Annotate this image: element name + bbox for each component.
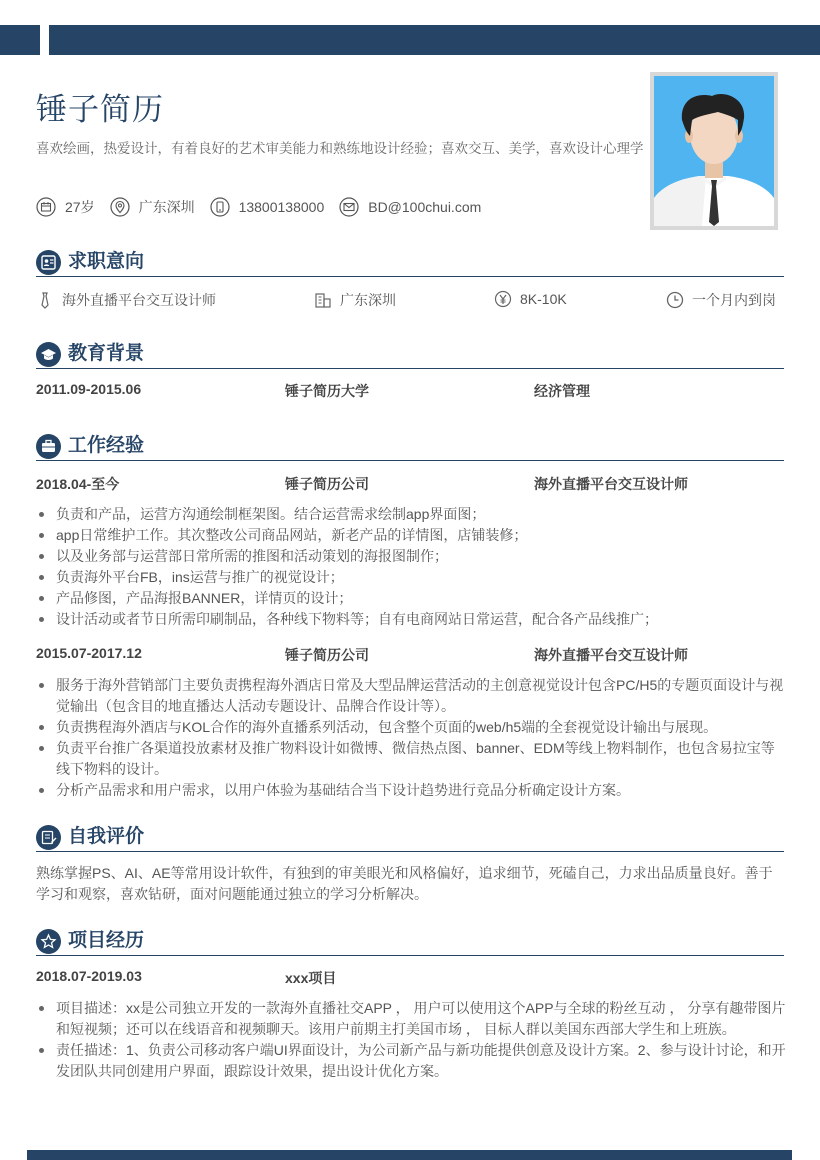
section-intent-header <box>36 249 784 277</box>
edit-note-icon <box>36 825 61 850</box>
info-email <box>339 197 481 217</box>
self-evaluation-text: 熟练掌握PS、AI、AE等常用设计软件，有独到的审美眼光和风格偏好，追求细节，死磕自己，力求出品质量良好。善于学习和观察，喜欢钻研，面对问题能通过独立的学习分析解决。 <box>36 865 773 902</box>
intent-salary-text: 8K-10K <box>520 291 567 307</box>
building-icon <box>314 291 332 309</box>
phone-icon <box>210 197 230 217</box>
list-item: 负责平台推广各渠道投放素材及推广物料设计如微博、微信热点图、banner、EDM等线上物料制作，也包含易拉宝等线下物料的设计。 <box>36 738 786 780</box>
briefcase-icon <box>36 434 61 459</box>
section-self-header <box>36 824 784 852</box>
intent-salary <box>494 290 567 308</box>
section-self-title: 自我评价 <box>68 826 145 847</box>
intent-position <box>36 290 216 310</box>
list-item: 设计活动或者节日所需印刷制品，各种线下物料等；自有电商网站日常运营，配合各产品线推广； <box>36 609 786 630</box>
section-intent-title: 求职意向 <box>68 251 145 272</box>
list-item: 以及业务部与运营部日常所需的推图和活动策划的海报图制作； <box>36 546 786 567</box>
job-row-2 <box>36 645 784 665</box>
section-education-header <box>36 341 784 369</box>
avatar-illustration <box>654 76 774 226</box>
project-name: xxx项目 <box>285 970 337 986</box>
profile-photo <box>650 72 778 230</box>
bottom-bar <box>27 1150 792 1160</box>
list-item: 负责和产品，运营方沟通绘制框架图。结合运营需求绘制app界面图； <box>36 504 786 525</box>
tie-icon <box>36 291 54 309</box>
section-education-title: 教育背景 <box>68 343 145 364</box>
contact-info-row <box>36 197 496 217</box>
intent-city <box>314 290 396 310</box>
job-2-date: 2015.07-2017.12 <box>36 645 142 661</box>
job-2-bullets <box>36 675 786 801</box>
info-phone-text: 13800138000 <box>238 199 325 215</box>
list-item: 产品修图，产品海报BANNER，详情页的设计； <box>36 588 786 609</box>
list-item: 责任描述：1、负责公司移动客户端UI界面设计，为公司新产品与新功能提供创意及设计方案。2、参与设计讨论，和开发团队共同创建用户界面，跟踪设计效果，提出设计优化方案。 <box>36 1040 786 1082</box>
job-2-company: 锤子简历公司 <box>285 647 369 663</box>
list-item: app日常维护工作。其次整改公司商品网站，新老产品的详情图，店铺装修； <box>36 525 786 546</box>
calendar-icon <box>36 197 56 217</box>
education-major: 经济管理 <box>534 383 590 399</box>
job-row-1 <box>36 474 784 494</box>
education-school: 锤子简历大学 <box>285 383 369 399</box>
project-date: 2018.07-2019.03 <box>36 968 142 984</box>
job-1-company: 锤子简历公司 <box>285 476 369 492</box>
contact-card-icon <box>36 250 61 275</box>
info-phone <box>210 197 325 217</box>
section-projects-title: 项目经历 <box>68 930 145 951</box>
section-projects-header <box>36 928 784 956</box>
intro-text: 喜欢绘画，热爱设计，有着良好的艺术审美能力和熟练地设计经验；喜欢交互、美学，喜欢设计心理学 <box>36 141 644 156</box>
location-icon <box>110 197 130 217</box>
intent-arrival-text: 一个月内到岗 <box>692 292 776 308</box>
list-item: 服务于海外营销部门主要负责携程海外酒店日常及大型品牌运营活动的主创意视觉设计包含PC/H5的专题页面设计与视觉输出（包含目的地直播达人活动专题设计、品牌合作设计等）。 <box>36 675 786 717</box>
education-date: 2011.09-2015.06 <box>36 381 142 397</box>
intent-position-text: 海外直播平台交互设计师 <box>62 292 216 308</box>
intent-arrival <box>666 290 776 310</box>
list-item: 分析产品需求和用户需求，以用户体验为基础结合当下设计趋势进行竞品分析确定设计方案。 <box>36 780 786 801</box>
job-2-position: 海外直播平台交互设计师 <box>534 647 688 663</box>
info-age <box>36 197 95 217</box>
list-item: 负责海外平台FB，ins运营与推广的视觉设计； <box>36 567 786 588</box>
project-row <box>36 968 784 988</box>
star-icon <box>36 929 61 954</box>
info-email-text: BD@100chui.com <box>368 199 482 215</box>
section-work-title: 工作经验 <box>68 435 145 456</box>
education-row <box>36 381 784 401</box>
project-bullets <box>36 998 786 1082</box>
graduation-cap-icon <box>36 342 61 367</box>
job-1-position: 海外直播平台交互设计师 <box>534 476 688 492</box>
resume-name: 锤子简历 <box>36 92 164 127</box>
intent-row <box>36 290 784 314</box>
info-location <box>110 197 195 217</box>
info-age-text: 27岁 <box>65 199 95 215</box>
yen-icon <box>494 290 512 308</box>
job-1-bullets <box>36 504 786 630</box>
job-1-date: 2018.04-至今 <box>36 476 120 492</box>
info-location-text: 广东深圳 <box>138 199 195 215</box>
clock-icon <box>666 291 684 309</box>
list-item: 项目描述：xx是公司独立开发的一款海外直播社交APP ， 用户可以使用这个APP与全球的粉丝互动 ， 分享有趣带图片和短视频；还可以在线语音和视频聊天。该用户前期主打美国市场 ， 目标人群以美国东西部大学生和上班族。 <box>36 998 786 1040</box>
list-item: 负责携程海外酒店与KOL合作的海外直播系列活动，包含整个页面的web/h5端的全套视觉设计输出与展现。 <box>36 717 786 738</box>
top-bar-right <box>49 25 820 55</box>
section-work-header <box>36 433 784 461</box>
top-bar-left <box>0 25 40 55</box>
email-icon <box>339 197 359 217</box>
intent-city-text: 广东深圳 <box>340 292 396 308</box>
